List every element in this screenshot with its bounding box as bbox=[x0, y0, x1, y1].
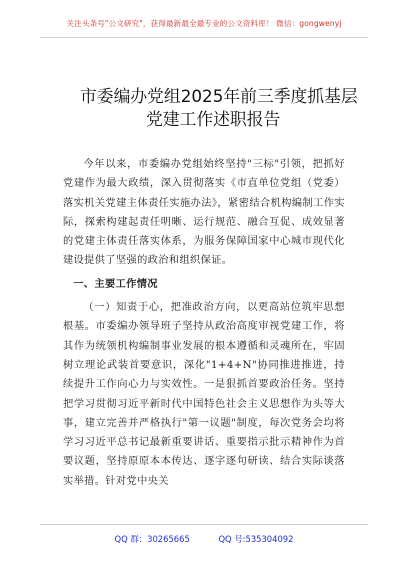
document-body bbox=[63, 155, 345, 491]
footer-contact bbox=[0, 533, 408, 545]
header-divider bbox=[40, 37, 368, 38]
footer-qq-group: QQ 群：30265665 bbox=[114, 534, 190, 544]
header-notice: 关注头条号"公文研究"，获得最新最全最专业的公文资料库！ 微信：gongwenyj bbox=[66, 19, 342, 28]
footer-divider bbox=[40, 524, 368, 525]
title-line-1: 市委编办党组2025年前三季度抓基层 bbox=[80, 86, 358, 106]
section-heading: 一、主要工作情况 bbox=[73, 278, 158, 290]
section-paragraph: （一）知责于心，把准政治方向，以更高站位筑牢思想根基。市委编办领导班子坚持从政治高度审视党建工作，将其作为统领机构编制事业发展的根本遵循和灵魂所在，牢固树立理论武装首要意识，深化"1+4+N"协同推进推进，持续提升工作向心力与实效性。一是狠抓首要政治任务。坚持把学习贯彻习近平新时代中国特色社会主义思想作为头等大事，建立完善并严格执行"第一议题"制度，每次党务会均将学习习近平总书记最新重要讲话、重要指示批示精神作为首要议题，坚持原原本本传达、逐字逐句研读、结合实际谈落实举措。针对党中央关 bbox=[63, 302, 345, 487]
document-title bbox=[0, 85, 408, 131]
title-line-2: 党建工作述职报告 bbox=[146, 109, 281, 129]
intro-paragraph: 今年以来，市委编办党组始终坚持"三标"引领，把抓好党建作为最大政绩，深入贯彻落实《市直单位党组（党委）落实机关党建主体责任实施办法》，紧密结合机构编制工作实际，探索构建起责任明晰、运行规范、融合互促、成效显著的党建主体责任落实体系，为服务保障国家中心城市现代化建设提供了坚强的政治和组织保证。 bbox=[63, 159, 345, 267]
footer-qq-number: QQ 号:535304092 bbox=[218, 534, 294, 544]
